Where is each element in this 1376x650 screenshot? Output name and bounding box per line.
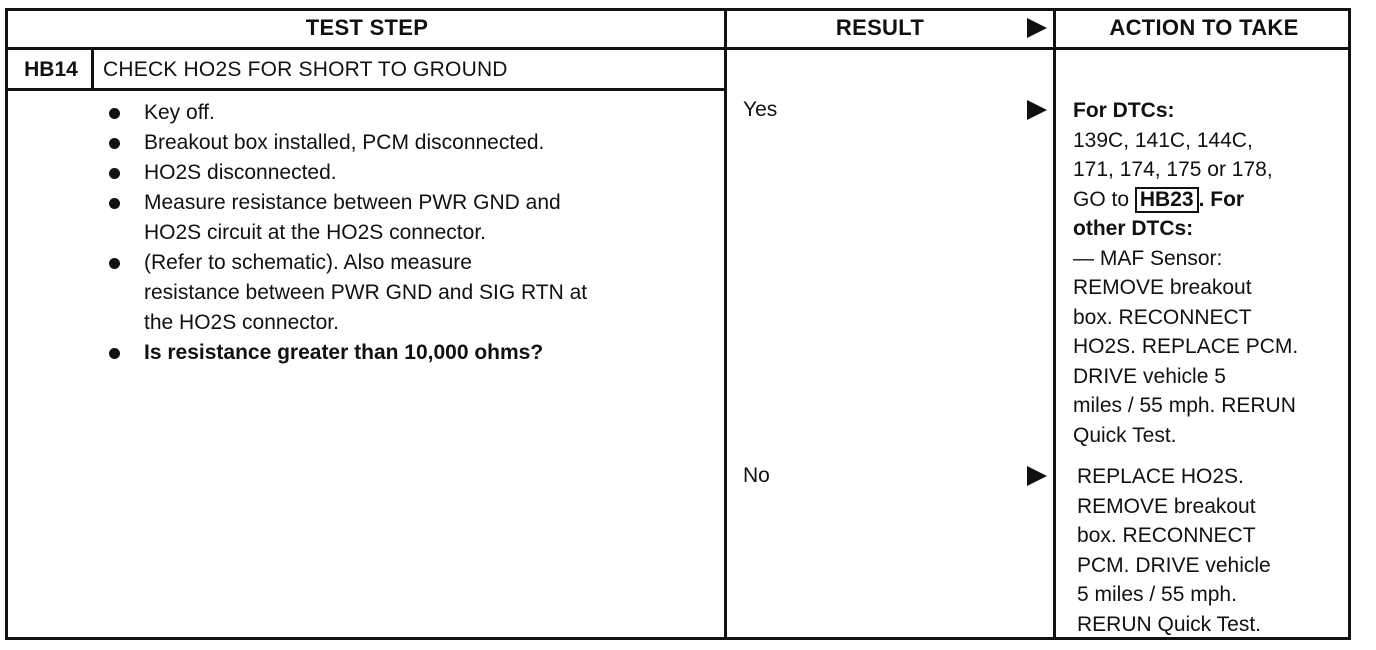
bullet-icon [109, 258, 120, 269]
step-title: CHECK HO2S FOR SHORT TO GROUND [103, 58, 508, 81]
list-item: Key off. [97, 98, 717, 128]
header-arrow-icon [1027, 18, 1047, 38]
header-action: ACTION TO TAKE [1109, 15, 1299, 40]
bullet-icon [109, 348, 120, 359]
step-id: HB14 [24, 58, 78, 81]
header-result: RESULT [835, 15, 925, 40]
bullet-icon [109, 198, 120, 209]
header-test-step: TEST STEP [305, 15, 429, 40]
bullet-icon [109, 138, 120, 149]
column-divider-step-result [724, 8, 727, 640]
header-divider [5, 47, 1351, 50]
action-yes: For DTCs: 139C, 141C, 144C, 171, 174, 175 or 178, GO to HB23 . For other DTCs: — MAF Sensor: REMOVE breakout box. RECONNECT HO2S. REPLACE PCM. DRIVE vehicle 5 miles / 55 mph. RERUN Quick Test. [1073, 99, 1299, 447]
step-id-divider [91, 48, 94, 90]
arrow-no-icon [1027, 466, 1047, 486]
bullet-icon [109, 108, 120, 119]
bullet-icon [109, 168, 120, 179]
arrow-yes-icon [1027, 100, 1047, 120]
list-item: HO2S disconnected. [97, 158, 717, 188]
list-item: Breakout box installed, PCM disconnected. [97, 128, 717, 158]
step-instructions [97, 98, 717, 368]
list-item: Measure resistance between PWR GND and HO2S circuit at the HO2S connector. [97, 188, 717, 248]
list-item: (Refer to schematic). Also measure resistance between PWR GND and SIG RTN at the HO2S connector. [97, 248, 717, 338]
step-reference: HB23 [1135, 187, 1199, 213]
column-divider-result-action [1053, 8, 1056, 640]
diagnostic-test-table [5, 8, 1351, 640]
step-title-divider [5, 88, 727, 91]
result-yes: Yes [743, 98, 778, 121]
action-no: REPLACE HO2S. REMOVE breakout box. RECONNECT PCM. DRIVE vehicle 5 miles / 55 mph. RERUN Quick Test. [1077, 465, 1271, 636]
result-no: No [743, 464, 770, 487]
list-item-question: Is resistance greater than 10,000 ohms? [97, 338, 717, 368]
